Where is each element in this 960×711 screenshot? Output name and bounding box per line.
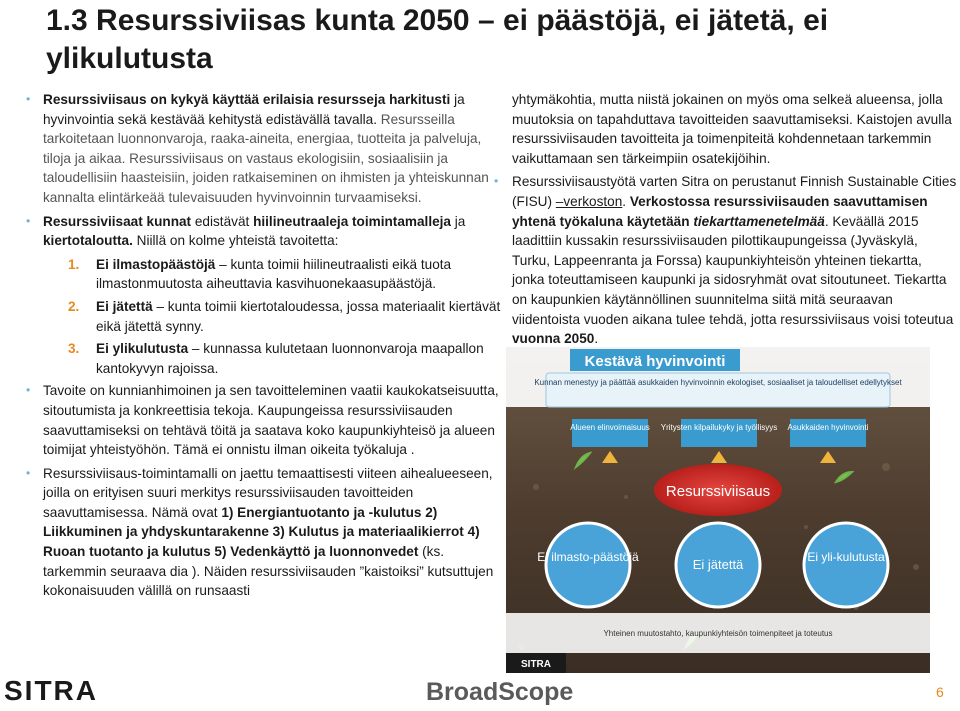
bullet-icon: • xyxy=(494,174,499,189)
figure-circle-jate: Ei jätettä xyxy=(692,557,744,572)
figure-sitra-logo: SITRA xyxy=(521,659,551,670)
bullet-fisu: • Resurssiviisaustyötä varten Sitra on perustanut Finnish Sustainable Cities (FISU) –verkoston. Verkostossa resurssiviisauden saavuttamisen yhtenä työkaluna käytetään tiekarttamenetelmää. Keväällä 2015 laadittiin kussakin resurssiviisauden pilottikaupungeissa (Jyväskylä, Turku, Lappeenranta ja Forssa) kaupunkiyhteisön yhteinen tiekartta, jonka toteuttamiseen kaupunki ja sidosryhmät ovat sitoutuneet. Tiekartta on kaupunkien käytännöllinen suunnitelma siitä mitä seuraavan viidentoista vuoden aikana tulee tehdä, jotta resurssiviisaus voisi toteutua vuonna 2050. xyxy=(494,174,957,347)
figure-box-yritysten: Yritysten kilpailukyky ja työllisyys xyxy=(660,423,778,432)
right-column xyxy=(494,90,958,353)
left-column xyxy=(26,90,504,605)
sitra-logo xyxy=(4,675,122,710)
bullet-icon: • xyxy=(26,383,31,398)
figure-bottom-text: Yhteinen muutostahto, kaupunkiyhteisön toimenpiteet ja toteutus xyxy=(603,629,833,638)
paragraph-continuation: yhtymäkohtia, mutta niistä jokainen on myös oma selkeä alueensa, jolla muutoksia on tapahduttava tavoitteiden saavuttamiseksi. Kaistojen avulla resurssiviisauden tavoitteita ja toimenpiteitä kohdennetaan tarkemmin vaikuttamaan sen tärkeimpiin osatekijöihin. xyxy=(512,92,952,166)
broadscope-logo xyxy=(426,676,576,711)
bullet-icon: • xyxy=(26,92,31,106)
bullet-toimintamalli: • Resurssiviisaus-toimintamalli on jaettu temaattisesti viiteen aihealueeseen, joilla on erityisen suuri merkitys resurssiviisauden tavoitteiden saavuttamisessa. Nämä ovat 1) Energiantuotanto ja -kulutus 2) Liikkuminen ja yhdyskuntarakenne 3) Kulutus ja materiaalikierrot 4) Ruoan tuotanto ja kulutus 5) Vedenkäyttö ja luonnonvedet (ks. tarkemmin seuraava dia ). Näiden resurssiviisauden ”kaistoiksi” kutsuttujen kokonaisuuden välillä on runsaasti xyxy=(26,465,494,599)
bullet-icon: • xyxy=(26,465,31,480)
goal-item-2: 2. Ei jätettä – kunta toimii kiertotaloudessa, jossa materiaalit kiertävät eikä jätettä synny. xyxy=(68,298,501,334)
figure-image xyxy=(506,347,930,673)
svg-text:BroadScope: BroadScope xyxy=(426,678,574,706)
figure-header: Kestävä hyvinvointi xyxy=(584,353,726,370)
figure-center: Resurssiviisaus xyxy=(665,483,771,500)
figure-subheader: Kunnan menestyy ja päättää asukkaiden hyvinvoinnin ekologiset, sosiaaliset ja taloudelliset edellytykset xyxy=(534,378,902,387)
goal-item-3: 3. Ei ylikulutusta – kunnassa kulutetaan luonnonvaroja maapallon kantokyvyn rajoissa. xyxy=(68,341,484,376)
page-number: 6 xyxy=(936,684,944,700)
slide-title: 1.3 Resurssiviisas kunta 2050 – ei päästöjä, ei jätetä, ei ylikulutusta xyxy=(46,4,829,75)
figure-box-alueen: Alueen elinvoimaisuus xyxy=(570,423,650,432)
figure-box-asukkaiden: Asukkaiden hyvinvointi xyxy=(787,423,869,432)
figure-circle-ilmasto: Ei ilmasto-päästöjä xyxy=(537,550,639,564)
svg-text:SITRA: SITRA xyxy=(4,675,98,705)
bullet-icon: • xyxy=(26,213,31,228)
bullet-kunnat: • Resurssiviisaat kunnat edistävät hiilineutraaleja toimintamalleja ja kiertotaloutta. Niillä on kolme yhteistä tavoitetta: xyxy=(26,213,466,249)
resurssiviisaus-figure xyxy=(506,347,930,673)
bullet-resurssiviisaus: • Resurssiviisaus on kykyä käyttää erilaisia resursseja harkitusti ja hyvinvointia sekä kestävää kehitystä edistävällä tavalla. Resursseilla tarkoitetaan luonnonvaroja, raaka-aineita, energiaa, tuotteita ja palveluja, tiloja ja aikaa. Resurssiviisaus on vastaus ekologisiin, sosiaalisiin ja taloudellisiin haasteisiin, joiden ratkaiseminen on ihmisten ja yhteiskunnan kannalta elintärkeää tulevaisuuden hyvinvoinnin turvaamiseksi. xyxy=(26,92,489,205)
goal-item-1: 1. Ei ilmastopäästöjä – kunta toimii hiilineutraalisti eikä tuota ilmastonmuutosta aiheuttavia kasvihuonekaasupäästöjä. xyxy=(68,256,452,292)
figure-circle-ylikulutus: Ei yli-kulutusta xyxy=(807,550,885,564)
bullet-tavoite: • Tavoite on kunnianhimoinen ja sen tavoitteleminen vaatii kaukokatseisuutta, sitoutumista ja konkreettisia tekoja. Kaupungeissa resurssiviisauden saavuttamiseksi on tehtävä töitä ja saatava koko kaupunkiyhteisö ja alueen toimijat yhteistyöhön. Tämä ei onnistu ilman oikeita työkaluja . xyxy=(26,383,499,458)
fisu-link[interactable]: –verkoston xyxy=(555,193,623,209)
